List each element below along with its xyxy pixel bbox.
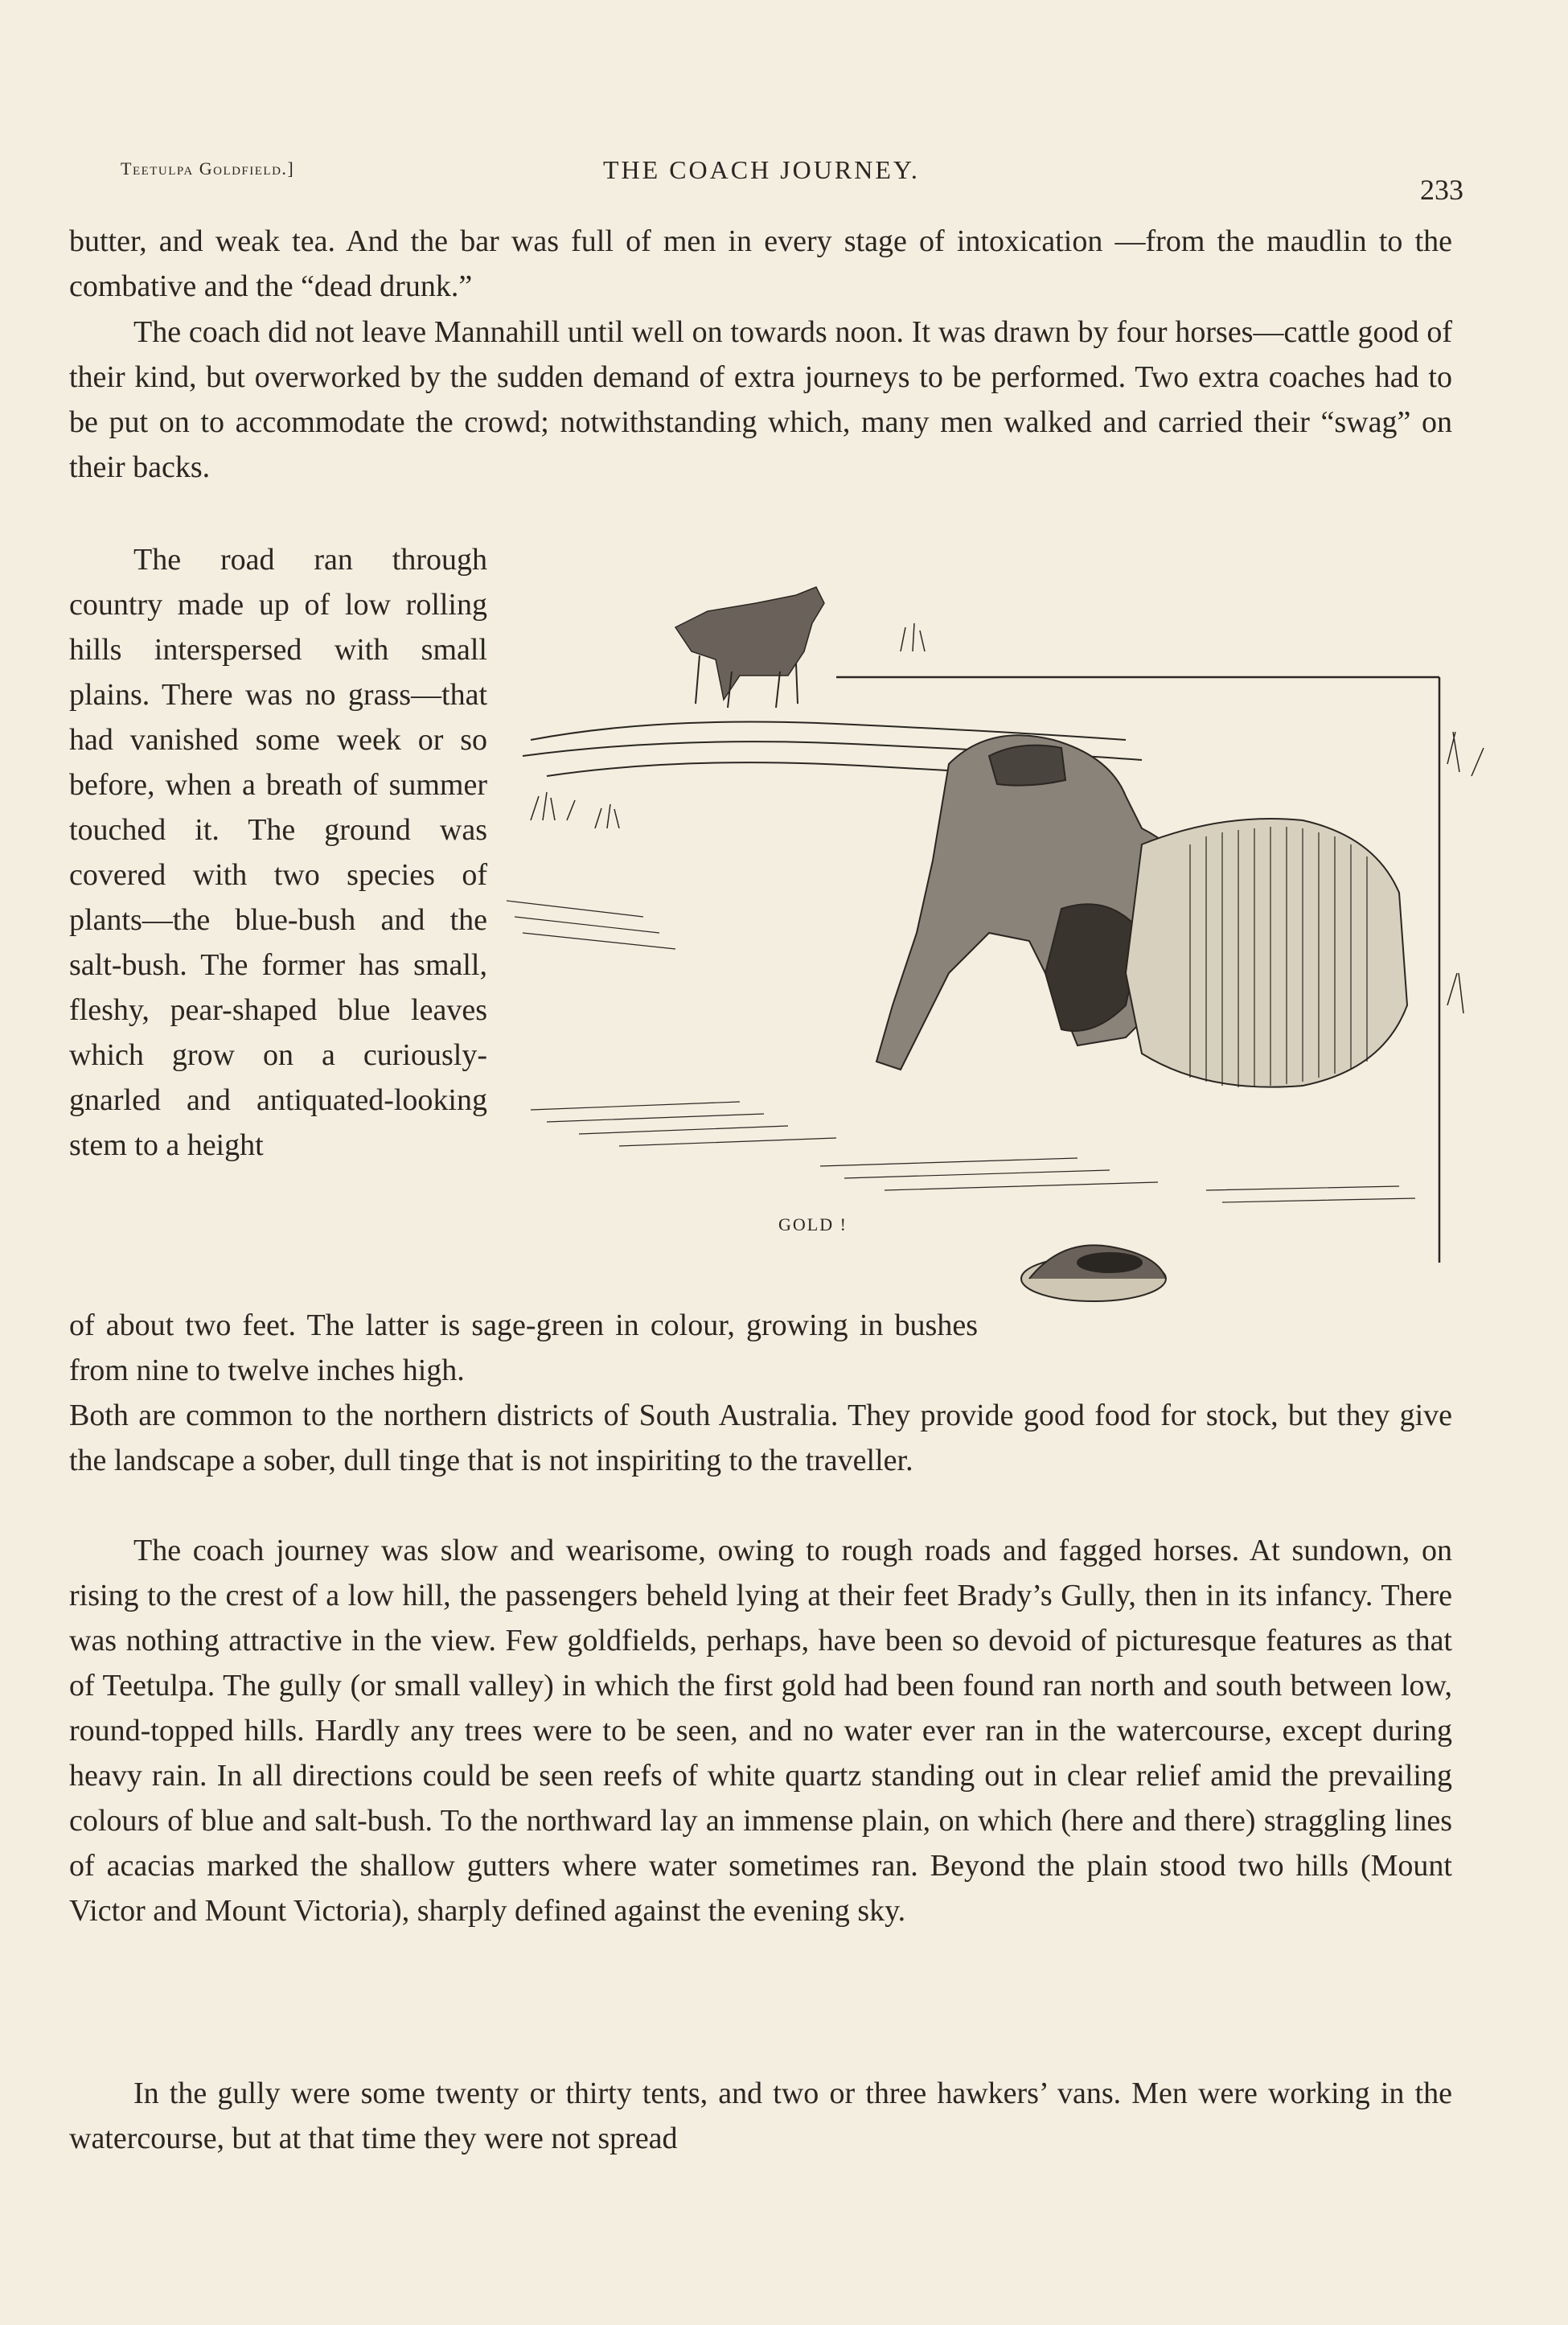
- page-number: 233: [1420, 174, 1463, 206]
- paragraph-3-wrapped: The road ran through country made up of low rolling hills interspersed with small plains. There was no grass—that had vanished some week or so before, when a breath of summer touched it. The ground was covered with two species of plants—the blue-bush and the salt-bush. The former has small, fleshy, pear-shaped blue leaves which grow on a curiously-gnarled and antiquated-looking stem to a height: [69, 543, 487, 1162]
- paragraph-2: The coach did not leave Mannahill until well on towards noon. It was drawn by four horses—cattle good of their kind, but overworked by the sudden demand of extra journeys to be performed. Two extra coaches had to be put on to accommodate the crowd; notwithstanding which, many men walked and carried their “swag” on their backs.: [69, 315, 1452, 484]
- paragraph-1: butter, and weak tea. And the bar was full of men in every stage of intoxication —from the maudlin to the combative and the “dead drunk.”: [69, 224, 1452, 303]
- illustration: [499, 555, 1512, 1359]
- paragraph-4: The coach journey was slow and wearisome, owing to rough roads and fagged horses. At sundown, on rising to the crest of a low hill, the passengers beheld lying at their feet Brady’s Gully, then in its infancy. There was nothing attractive in the view. Few goldfields, perhaps, have been so devoid of picturesque features as that of Teetulpa. The gully (or small valley) in which the first gold had been found ran north and south between low, round-topped hills. Hardly any trees were to be seen, and no water ever ran in the watercourse, except during heavy rain. In all directions could be seen reefs of white quartz standing out in clear relief amid the prevailing colours of blue and salt-bush. To the northward lay an immense plain, on which (here and there) straggling lines of acacias marked the shallow gutters where water sometimes ran. Beyond the plain stood two hills (Mount Victor and Mount Victoria), sharply defined against the evening sky.: [69, 1534, 1452, 1928]
- running-head: [121, 149, 1463, 206]
- paragraph-5: In the gully were some twenty or thirty tents, and two or three hawkers’ vans. Men were working in the watercourse, but at that time they were not spread: [69, 2076, 1452, 2155]
- paragraph-3-continued: of about two feet. The latter is sage-green in colour, growing in bushes from nine to twelve inches high.: [69, 1308, 978, 1387]
- paragraph-3-tail: Both are common to the northern districts of South Australia. They provide good food for stock, but they give the landscape a sober, dull tinge that is not inspiriting to the traveller.: [69, 1399, 1452, 1477]
- figure-caption: GOLD !: [778, 1214, 848, 1234]
- running-head-left: Teetulpa Goldfield.]: [121, 158, 295, 179]
- engraving-prospector-finding-gold-icon: [499, 555, 1512, 1359]
- running-head-title: THE COACH JOURNEY.: [603, 155, 920, 184]
